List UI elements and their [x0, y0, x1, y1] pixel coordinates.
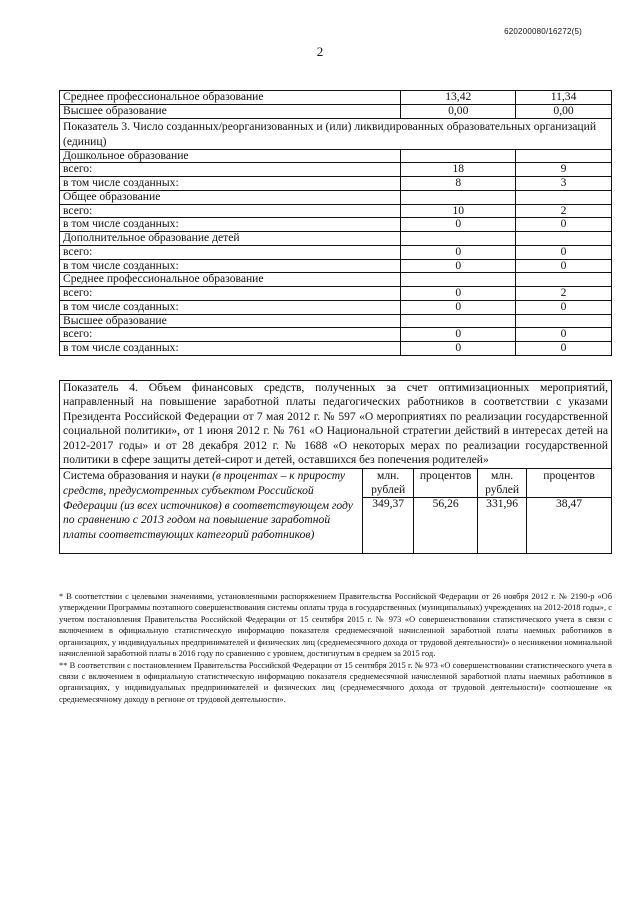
row-label: [60, 468, 363, 553]
row-label: в том числе созданных:: [60, 177, 401, 191]
row-label: Среднее профессиональное образование: [60, 91, 401, 105]
row-label: в том числе созданных:: [60, 259, 401, 273]
column-header: млн. рублей: [363, 468, 414, 497]
value-cell: 0,00: [516, 104, 612, 118]
table-row: [60, 104, 612, 118]
column-header: млн. рублей: [478, 468, 527, 497]
row-label: всего:: [60, 287, 401, 301]
value-cell: 0: [401, 259, 516, 273]
top-rows: [60, 91, 612, 150]
group-name: Общее образование: [60, 190, 401, 204]
table-row: [60, 287, 612, 301]
group-header-row: [60, 190, 612, 204]
empty-cell: [516, 273, 612, 287]
value-cell: 0: [401, 287, 516, 301]
value-cell: 0: [516, 259, 612, 273]
table-row: [60, 177, 612, 191]
value-cell: 331,96: [478, 498, 527, 554]
value-cell: 3: [516, 177, 612, 191]
value-cell: 0: [401, 218, 516, 232]
table-row: [60, 300, 612, 314]
value-cell: 9: [516, 163, 612, 177]
empty-cell: [516, 232, 612, 246]
table-row: [60, 468, 612, 497]
empty-cell: [401, 149, 516, 163]
value-cell: 0: [401, 245, 516, 259]
group-name: Высшее образование: [60, 314, 401, 328]
table-row: [60, 204, 612, 218]
indicators-table: [59, 90, 612, 356]
table-row: [60, 328, 612, 342]
value-cell: 13,42: [401, 91, 516, 105]
group-header-row: [60, 273, 612, 287]
value-cell: 0,00: [401, 104, 516, 118]
group-name: Дополнительное образование детей: [60, 232, 401, 246]
footnote-1: * В соответствии с целевыми значениями, установленными распоряжением Правительства Российской Федерации от 26 ноября 2012 г. № 2190-р «Об утверждении Программы поэтапного совершенствования системы оплаты труда в государственных (муниципальных) учреждениях на 2012-2018 годы», с учетом постановления Правительства Российской Федерации от 15 сентября 2015 г. № 973 «О совершенствовании статистического учета в связи с включением в официальную статистическую информацию показателя среднемесячной начисленной заработной платы наемных работников в организациях, у индивидуальных предпринимателей и физических лиц (среднемесячного дохода от трудовой деятельности)» о неснижении номинальной начисленной заработной платы в 2016 году по сравнению с уровнем, достигнутым в среднем за 2015 год.: [59, 592, 612, 659]
section-title-row: [60, 118, 612, 149]
row-label-italic: (в процентах – к приросту средств, предусмотренных субъектом Российской Федерации (из всех источников) в соответствующем году по сравнению с 2013 годом на повышение заработной платы соответствующих категорий работников): [63, 468, 353, 542]
value-cell: 56,26: [414, 498, 478, 554]
document-id: 620200080/16272(5): [504, 27, 582, 36]
value-cell: 0: [401, 342, 516, 356]
row-label: в том числе созданных:: [60, 342, 401, 356]
row-label: всего:: [60, 328, 401, 342]
value-cell: 11,34: [516, 91, 612, 105]
empty-cell: [401, 190, 516, 204]
group-header-row: [60, 314, 612, 328]
value-cell: 0: [401, 300, 516, 314]
indicator-3-title: Показатель 3. Число созданных/реорганизованных и (или) ликвидированных образовательных организаций (единиц): [60, 118, 612, 149]
value-cell: 0: [516, 300, 612, 314]
value-cell: 0: [516, 245, 612, 259]
group-header-row: [60, 232, 612, 246]
row-label: всего:: [60, 163, 401, 177]
column-header: процентов: [527, 468, 612, 497]
empty-cell: [401, 273, 516, 287]
footnotes: [59, 591, 612, 705]
value-cell: 18: [401, 163, 516, 177]
value-cell: 38,47: [527, 498, 612, 554]
table-row: [60, 342, 612, 356]
indicator-3-groups: [60, 149, 612, 355]
table-row: [60, 245, 612, 259]
row-label: в том числе созданных:: [60, 218, 401, 232]
empty-cell: [401, 314, 516, 328]
value-cell: 0: [516, 328, 612, 342]
value-cell: 2: [516, 204, 612, 218]
empty-cell: [516, 190, 612, 204]
empty-cell: [516, 314, 612, 328]
group-name: Среднее профессиональное образование: [60, 273, 401, 287]
section-title-row: [60, 381, 612, 469]
table-row: [60, 218, 612, 232]
row-label: в том числе созданных:: [60, 300, 401, 314]
value-cell: 0: [516, 342, 612, 356]
table-row: [60, 259, 612, 273]
value-cell: 8: [401, 177, 516, 191]
value-cell: 2: [516, 287, 612, 301]
footnote-2: ** В соответствии с постановлением Правительства Российской Федерации от 15 сентября 2015 г. № 973 «О совершенствовании статистического учета в связи с включением в официальную статистическую информацию показателя среднемесячной начисленной заработной платы наемных работников в организациях, у индивидуальных предпринимателей и физических лиц (среднемесячного дохода от трудовой деятельности)» соотношение «к среднемесячному доходу в регионе от трудовой деятельности».: [59, 660, 612, 704]
value-cell: 10: [401, 204, 516, 218]
value-cell: 349,37: [363, 498, 414, 554]
indicator-4-table: [59, 380, 612, 554]
value-cell: 0: [401, 328, 516, 342]
value-cell: 0: [516, 218, 612, 232]
group-header-row: [60, 149, 612, 163]
row-label: Высшее образование: [60, 104, 401, 118]
group-name: Дошкольное образование: [60, 149, 401, 163]
row-label: всего:: [60, 204, 401, 218]
empty-cell: [401, 232, 516, 246]
empty-cell: [516, 149, 612, 163]
page-number: 2: [316, 44, 324, 59]
table-row: [60, 91, 612, 105]
table-row: [60, 163, 612, 177]
column-header: процентов: [414, 468, 478, 497]
row-label-plain: Система образования и науки: [63, 468, 213, 482]
row-label: всего:: [60, 245, 401, 259]
indicator-4-title: Показатель 4. Объем финансовых средств, полученных за счет оптимизационных мероприятий, направленный на повышение заработной платы педагогических работников в соответствии с указами Президента Российской Федерации от 7 мая 2012 г. № 597 «О мероприятиях по реализации государственной социальной политики», от 1 июня 2012 г. № 761 «О Национальной стратегии действий в интересах детей на 2012-2017 годы» и от 28 декабря 2012 г. № 1688 «О некоторых мерах по реализации государственной политики в сфере защиты детей-сирот и детей, оставшихся без попечения родителей»: [60, 381, 612, 469]
